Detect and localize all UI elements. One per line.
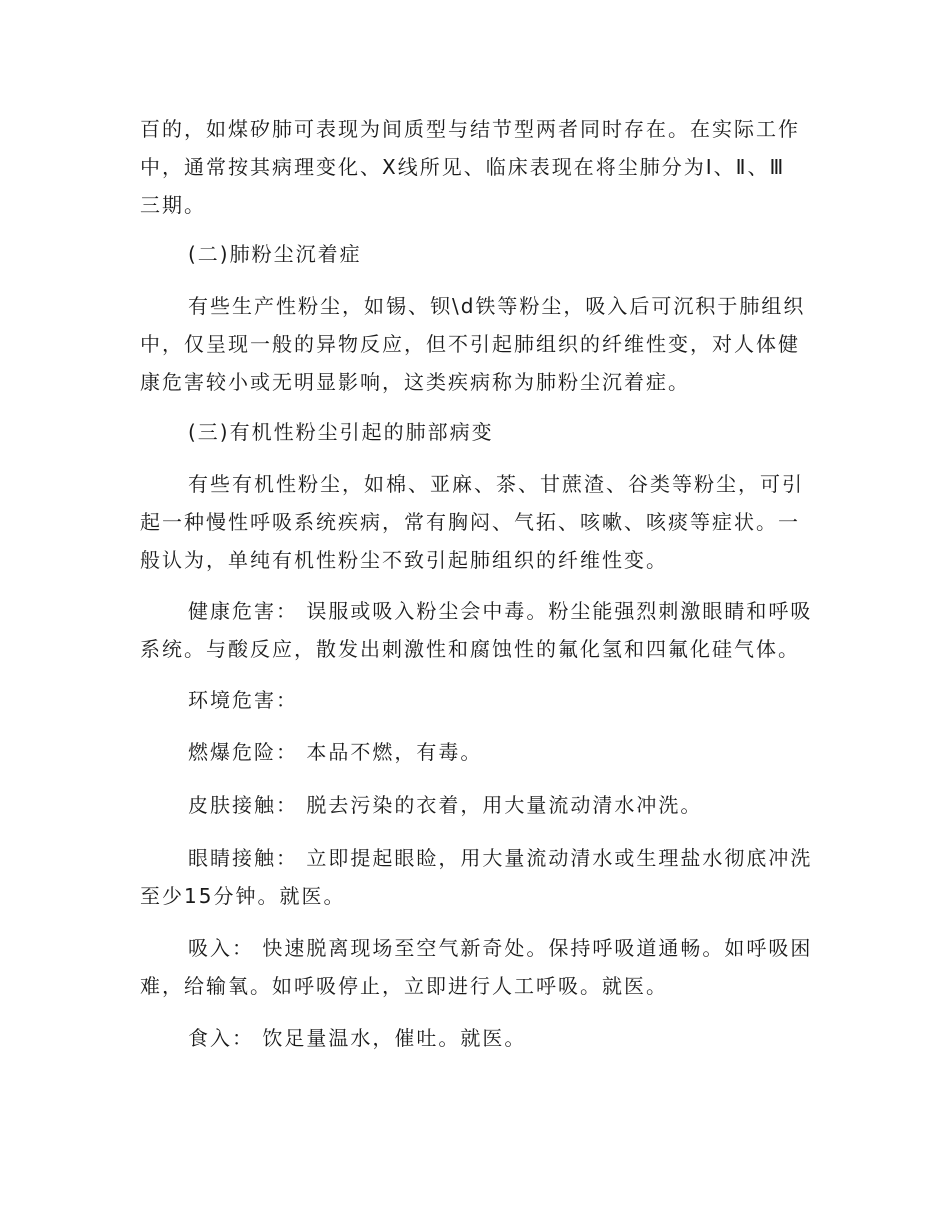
text-line: 有些生产性粉尘，如锡、钡\d铁等粉尘，吸入后可沉积于肺组织 [188, 294, 806, 318]
text-line: 起一种慢性呼吸系统疾病，常有胸闷、气拓、咳嗽、咳痰等症状。一 [140, 510, 800, 534]
text-line: 燃爆危险： 本品不燃，有毒。 [188, 740, 483, 764]
section-heading-pulmonary-dust-deposition [140, 235, 820, 273]
paragraph-ingestion [140, 1019, 820, 1057]
text-line: 环境危害： [188, 688, 298, 712]
heading-text: (三)有机性粉尘引起的肺部病变 [188, 420, 494, 444]
section-heading-organic-dust [140, 413, 820, 451]
text-line: 难，给输氧。如呼吸停止，立即进行人工呼吸。就医。 [140, 974, 668, 998]
text-line: 食入： 饮足量温水，催吐。就医。 [188, 1026, 527, 1050]
paragraph-organic-dust [140, 465, 820, 579]
text-line: 中，仅呈现一般的异物反应，但不引起肺组织的纤维性变，对人体健 [140, 332, 800, 356]
paragraph-eye-contact [140, 839, 820, 915]
paragraph-fire-explosion-hazard [140, 733, 820, 771]
paragraph-inhalation [140, 929, 820, 1005]
paragraph-environmental-hazard [140, 681, 820, 719]
text-line: 皮肤接触： 脱去污染的衣着，用大量流动清水冲洗。 [188, 793, 703, 817]
text-line: 至少15分钟。就医。 [140, 884, 346, 908]
paragraph-skin-contact [140, 786, 820, 824]
text-line: 三期。 [140, 193, 206, 217]
text-line: 眼睛接触： 立即提起眼睑，用大量流动清水或生理盐水彻底冲洗 [188, 846, 813, 870]
text-line: 有些有机性粉尘，如棉、亚麻、茶、甘蔗渣、谷类等粉尘，可引 [188, 472, 804, 496]
text-line: 系统。与酸反应，散发出刺激性和腐蚀性的氟化氢和四氟化硅气体。 [140, 637, 800, 661]
paragraph-health-hazard [140, 592, 820, 668]
text-line: 中，通常按其病理变化、X线所见、临床表现在将尘肺分为Ⅰ、Ⅱ、Ⅲ [140, 155, 786, 179]
paragraph-dust-deposition [140, 287, 820, 401]
text-line: 健康危害： 误服或吸入粉尘会中毒。粉尘能强烈刺激眼睛和呼吸 [188, 599, 813, 623]
text-line: 般认为，单纯有机性粉尘不致引起肺组织的纤维性变。 [140, 548, 668, 572]
heading-text: (二)肺粉尘沉着症 [188, 242, 362, 266]
text-line: 百的，如煤矽肺可表现为间质型与结节型两者同时存在。在实际工作 [140, 117, 800, 141]
text-line: 吸入： 快速脱离现场至空气新奇处。保持呼吸道通畅。如呼吸困 [188, 936, 813, 960]
paragraph-pneumoconiosis-staging [140, 110, 820, 224]
text-line: 康危害较小或无明显影响，这类疾病称为肺粉尘沉着症。 [140, 370, 690, 394]
